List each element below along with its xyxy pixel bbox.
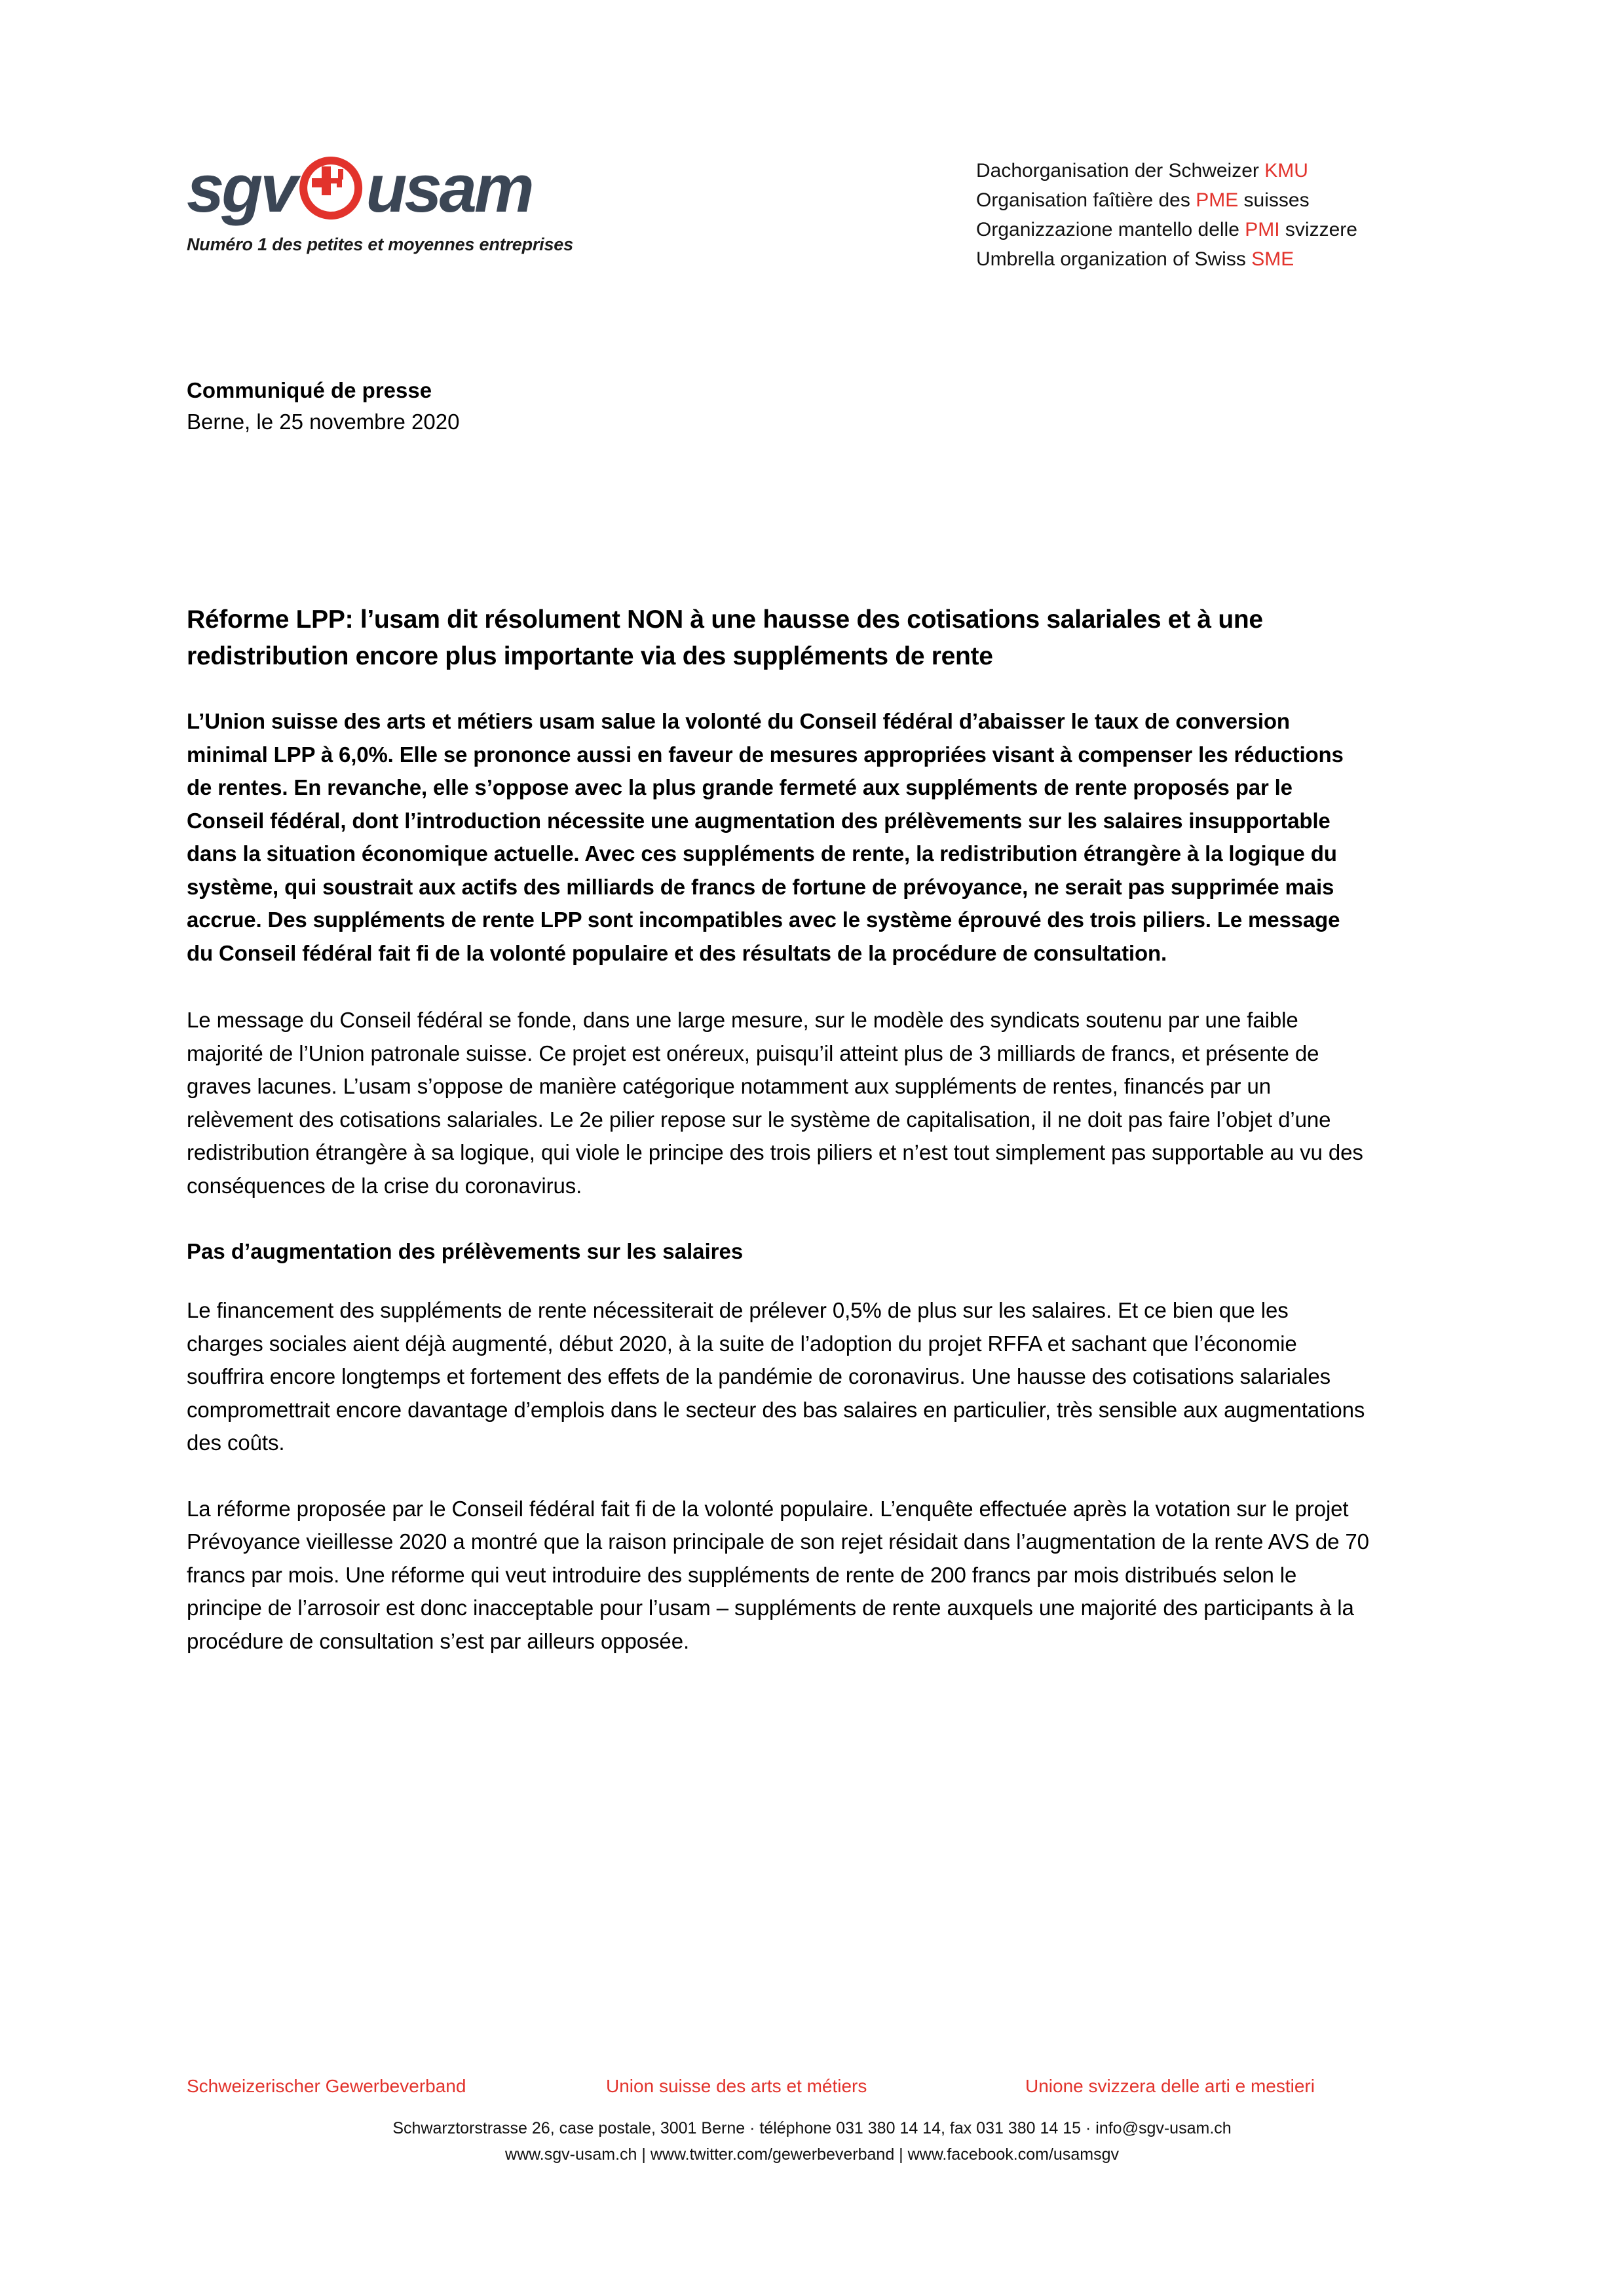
footer-links-line[interactable]: www.sgv-usam.ch | www.twitter.com/gewerbeverband | www.facebook.com/usamsgv (505, 2145, 1119, 2164)
acronym-sme: SME (1251, 248, 1294, 270)
acronym-kmu: KMU (1264, 160, 1308, 182)
logo-wordmark (187, 149, 645, 227)
footer-org-fr: Union suisse des arts et métiers (606, 2076, 867, 2096)
document-body (187, 602, 1369, 1691)
place-and-date: Berne, le 25 novembre 2020 (187, 410, 460, 434)
page-title: Réforme LPP: l’usam dit résolument NON à une hausse des cotisations salariales et à une redistribution encore plus importante via des suppléments de rente (187, 605, 1263, 670)
paragraph-2: Le financement des suppléments de rente nécessiterait de prélever 0,5% de plus sur les salaires. Et ce bien que les charges sociales aient déjà augmenté, début 2020, à la suite de l’adoption du projet RFFA et sachant que l’économie souffrira encore longtemps et fortement des effets de la pandémie de coronavirus. Une hausse des cotisations salariales compromettrait encore davantage d’emplois dans le secteur des bas salaires en particulier, très sensible aux augmentations des coûts. (187, 1298, 1365, 1455)
usam-logo (187, 149, 645, 255)
footer-org-it: Unione svizzera delle arti e mestieri (1025, 2076, 1315, 2096)
lead-paragraph: L’Union suisse des arts et métiers usam salue la volonté du Conseil fédéral d’abaisser le taux de conversion minimal LPP à 6,0%. Elle se prononce aussi en faveur de mesures appropriées visant à compenser les réductions de rentes. En revanche, elle s’oppose avec la plus grande fermeté aux suppléments de rente proposés par le Conseil fédéral, dont l’introduction nécessite une augmentation des prélèvements sur les salaires insupportable dans la situation économique actuelle. Avec ces suppléments de rente, la redistribution étrangère à la logique du système, qui soustrait aux actifs des milliards de francs de fortune de prévoyance, ne serait pas supprimée mais accrue. Des suppléments de rente LPP sont incompatibles avec le système éprouvé des trois piliers. Le message du Conseil fédéral fait fi de la volonté populaire et des résultats de la procédure de consultation. (187, 709, 1344, 965)
footer-contact (187, 2115, 1437, 2168)
organization-languages (976, 156, 1357, 274)
document-type-label: Communiqué de presse (187, 378, 432, 402)
acronym-pme: PME (1196, 189, 1239, 211)
org-line-de: Dachorganisation der Schweizer KMU (976, 160, 1308, 182)
swiss-cross-ring-icon (292, 149, 369, 227)
document-meta (187, 375, 459, 438)
footer-organization-names (187, 2073, 1437, 2099)
paragraph-1: Le message du Conseil fédéral se fonde, dans une large mesure, sur le modèle des syndicats soutenu par une faible majorité de l’Union patronale suisse. Ce projet est onéreux, puisqu’il atteint plus de 3 milliards de francs, et présente de graves lacunes. L’usam s’oppose de manière catégorique notamment aux suppléments de rentes, financés par un relèvement des cotisations salariales. Le 2e pilier repose sur le système de capitalisation, il ne doit pas faire l’objet d’une redistribution étrangère à sa logique, qui viole le principe des trois piliers et n’est tout simplement pas supportable au vu des conséquences de la crise du coronavirus. (187, 1008, 1363, 1198)
org-line-it: Organizzazione mantello delle PMI svizzere (976, 219, 1357, 240)
org-line-en: Umbrella organization of Swiss SME (976, 248, 1294, 270)
subheading-1: Pas d’augmentation des prélèvements sur les salaires (187, 1239, 744, 1263)
logo-word-usam: usam (366, 150, 532, 226)
logo-tagline: Numéro 1 des petites et moyennes entreprises (187, 235, 573, 254)
paragraph-3: La réforme proposée par le Conseil fédéral fait fi de la volonté populaire. L’enquête effectuée après la votation sur le projet Prévoyance vieillesse 2020 a montré que la raison principale de son rejet résidait dans l’augmentation de la rente AVS de 70 francs par mois. Une réforme qui veut introduire des suppléments de rente de 200 francs par mois distribués selon le principe de l’arrosoir est donc inacceptable pour l’usam – suppléments de rente auxquels une majorité des participants à la procédure de consultation s’est par ailleurs opposée. (187, 1496, 1369, 1653)
org-line-fr: Organisation faîtière des PME suisses (976, 189, 1310, 211)
logo-word-sgv: sgv (187, 150, 295, 226)
acronym-pmi: PMI (1245, 219, 1280, 240)
page-footer (187, 2073, 1437, 2168)
page-header (187, 149, 1437, 274)
footer-address-line: Schwarztorstrasse 26, case postale, 3001 Berne · téléphone 031 380 14 14, fax 031 380 14 15 · info@sgv-usam.ch (392, 2119, 1232, 2137)
footer-org-de: Schweizerischer Gewerbeverband (187, 2076, 466, 2096)
